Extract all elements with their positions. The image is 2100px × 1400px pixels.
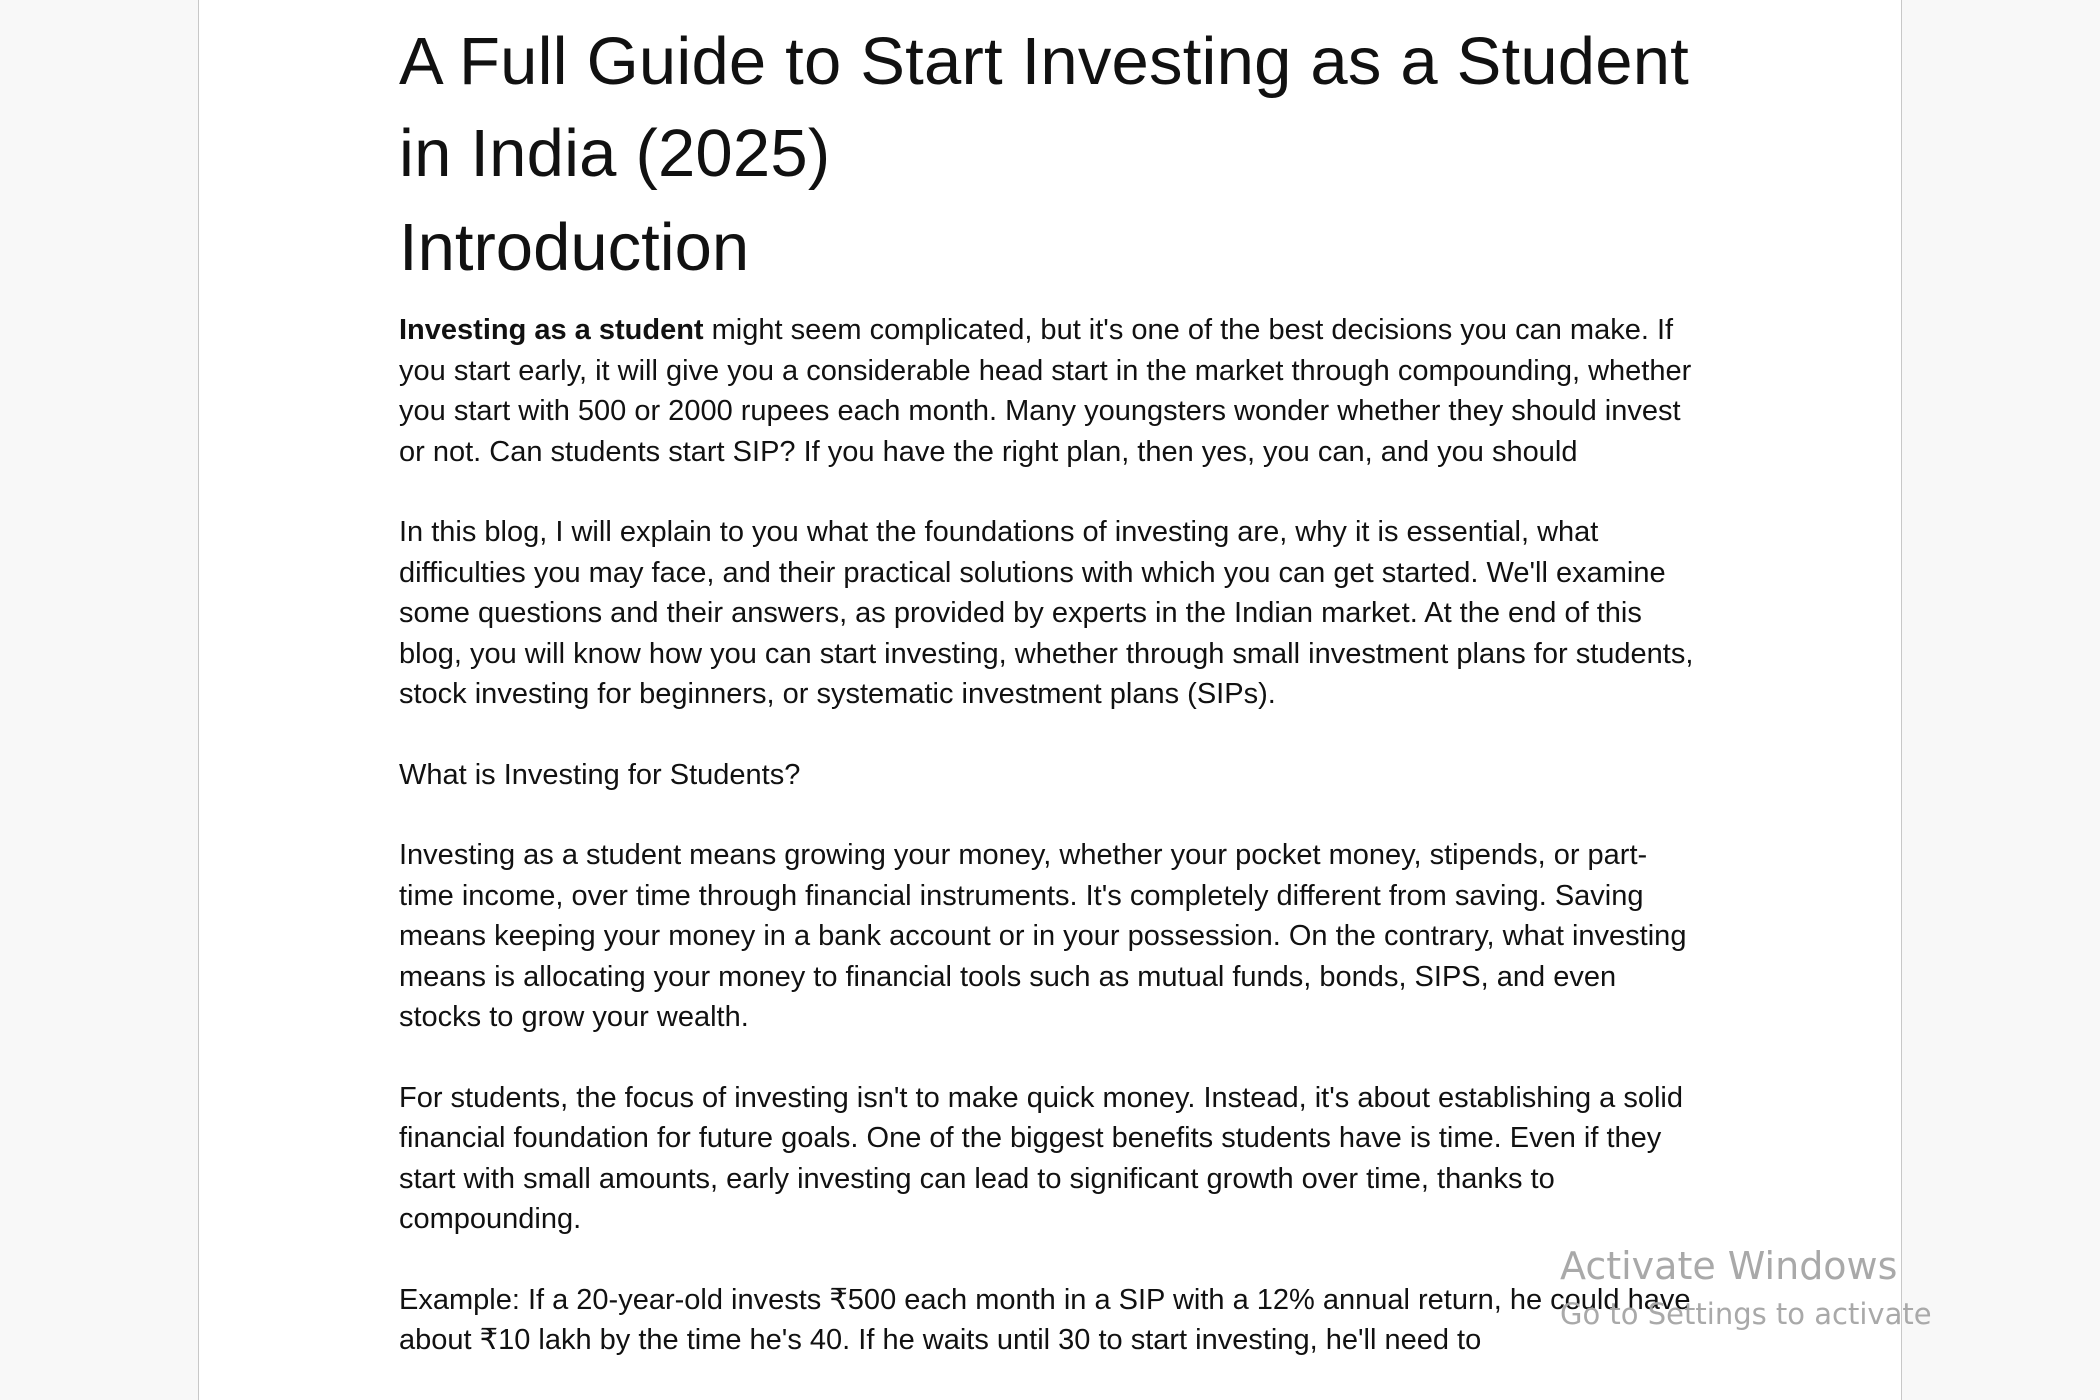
- introduction-heading: Introduction: [399, 210, 750, 285]
- intro-bold-phrase: Investing as a student: [399, 314, 704, 346]
- watermark-title: Activate Windows: [1560, 1244, 1898, 1288]
- student-focus-paragraph: For students, the focus of investing isn't to make quick money. Instead, it's about establishing a solid financial foundation for future goals. One of the biggest benefits students have is time. Even if they start with small amounts, early investing can lead to significant growth over time, thanks to compounding.: [399, 1081, 1684, 1235]
- investing-definition-paragraph: Investing as a student means growing your money, whether your pocket money, stipends, or part-time income, over time through financial instruments. It's completely different from saving. Saving means keeping your money in a bank account or in your possession. On the contrary, what investing means is allocating your money to financial tools such as mutual funds, bonds, SIPS, and even stocks to grow your wealth.: [399, 839, 1687, 1033]
- section-question-heading: What is Investing for Students?: [399, 758, 801, 791]
- document-title: A Full Guide to Start Investing as a Student in India (2025): [399, 24, 1689, 191]
- watermark-subtitle: Go to Settings to activate: [1560, 1297, 1932, 1331]
- document-body: [399, 0, 1699, 1361]
- blog-overview-paragraph: In this blog, I will explain to you what the foundations of investing are, why it is essential, what difficulties you may face, and their practical solutions with which you can get started. We'll examine some questions and their answers, as provided by experts in the Indian market. At the end of this blog, you will know how you can start investing, whether through small investment plans for students, stock investing for beginners, or systematic investment plans (SIPs).: [399, 516, 1694, 710]
- example-paragraph: Example: If a 20-year-old invests ₹500 each month in a SIP with a 12% annual return, he could have about ₹10 lakh by the time he's 40. If he waits until 30 to start investing, he'll need to: [399, 1283, 1691, 1356]
- intro-paragraph: [399, 310, 1699, 472]
- document-page: [198, 0, 1902, 1400]
- intro-paragraph-text: might seem complicated, but it's one of the best decisions you can make. If you start early, it will give you a considerable head start in the market through compounding, whether you start with 500 or 2000 rupees each month. Many youngsters wonder whether they should invest or not. Can students start SIP? If you have the right plan, then yes, you can, and you should: [399, 314, 1692, 468]
